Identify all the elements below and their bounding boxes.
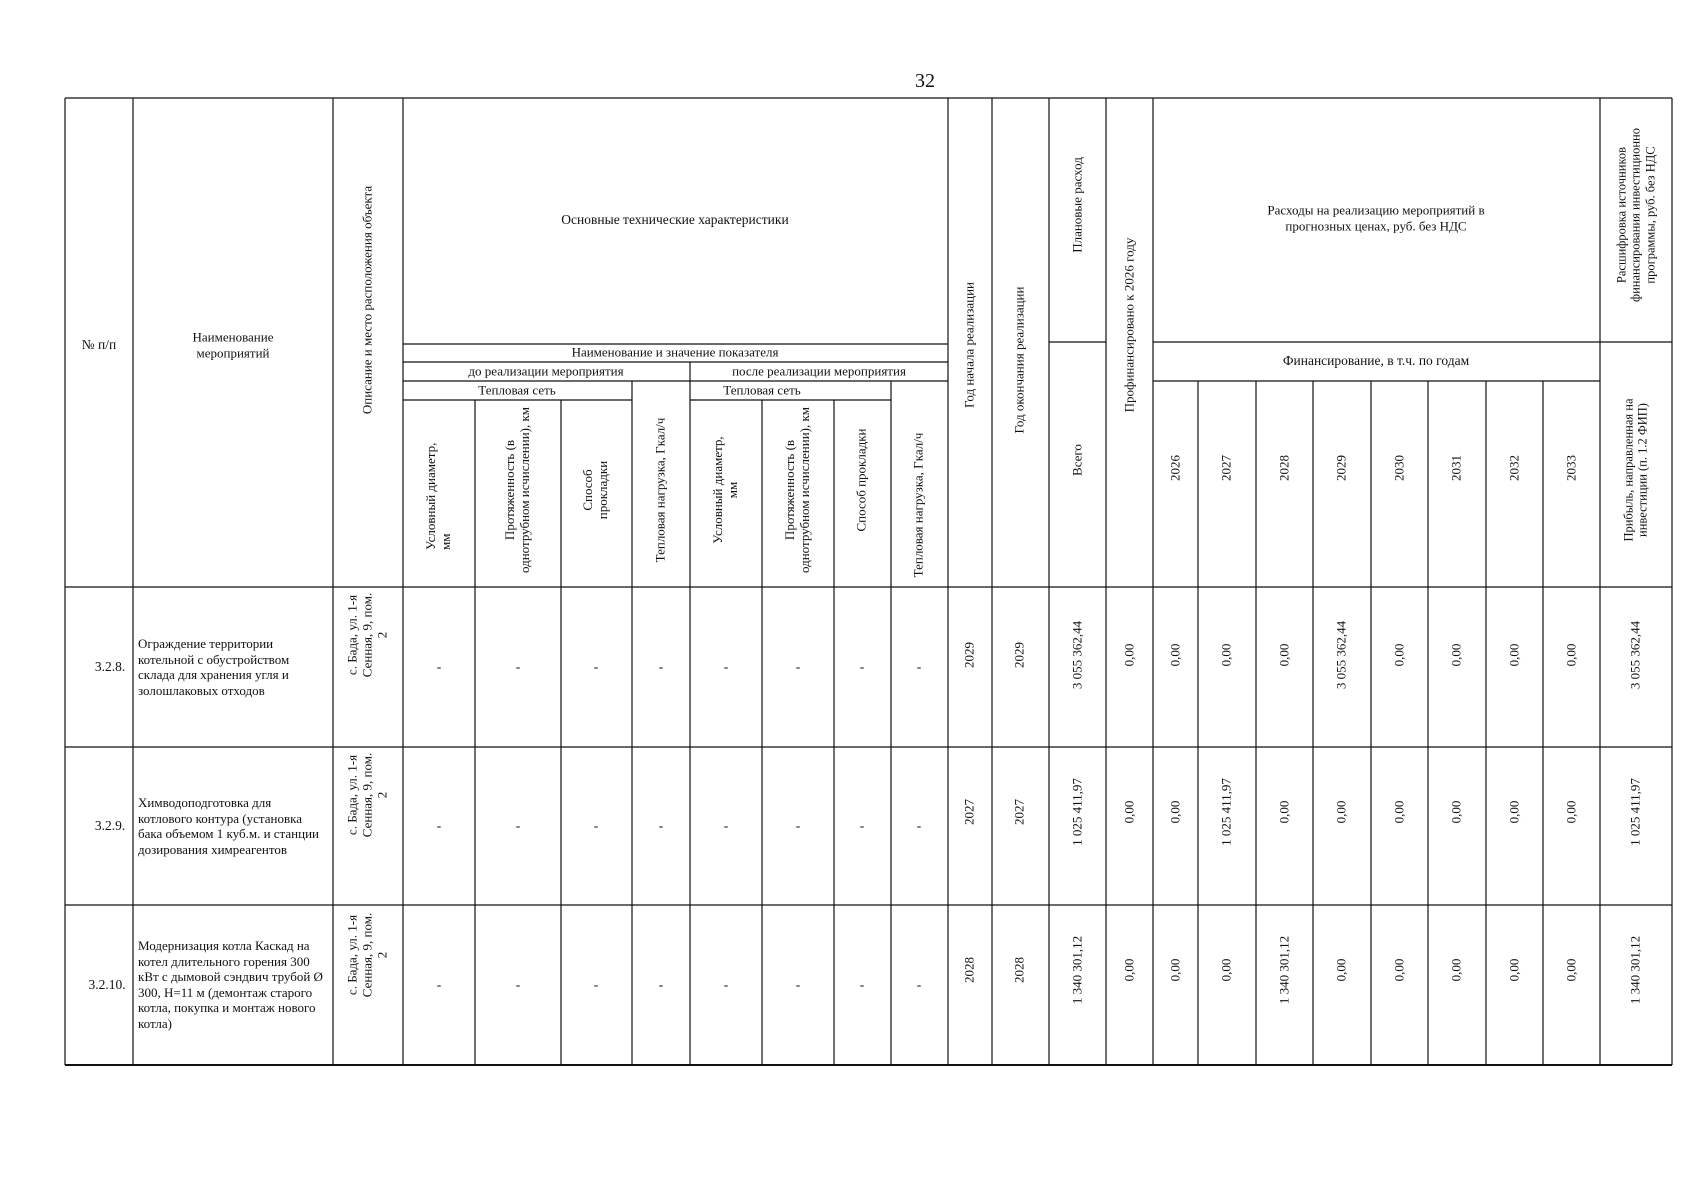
row-total: 1 340 301,12 bbox=[1069, 935, 1085, 1005]
row-year-value: 0,00 bbox=[1333, 958, 1349, 982]
header-indicator: Наименование и значение показателя bbox=[571, 344, 779, 360]
header-year-2030: 2030 bbox=[1391, 455, 1407, 481]
row-financed: 0,00 bbox=[1121, 958, 1137, 982]
row-location: с. Бада, ул. 1-я Сенная, 9, пом. 2 bbox=[344, 752, 390, 838]
header-financed-2026: Профинансировано к 2026 году bbox=[1121, 237, 1137, 413]
row-tech: - bbox=[593, 818, 599, 834]
row-year-end: 2029 bbox=[1011, 642, 1027, 668]
header-year-2033: 2033 bbox=[1563, 455, 1579, 481]
row-year-value: 0,00 bbox=[1167, 643, 1183, 667]
row-tech: - bbox=[593, 977, 599, 993]
header-description: Описание и место расположения объекта bbox=[359, 185, 375, 415]
row-year-value: 0,00 bbox=[1563, 643, 1579, 667]
header-load-after: Тепловая нагрузка, Гкал/ч bbox=[910, 432, 926, 578]
header-total: Всего bbox=[1069, 444, 1085, 476]
row-tech: - bbox=[859, 818, 865, 834]
row-num: 3.2.8. bbox=[94, 659, 126, 675]
row-tech: - bbox=[795, 818, 801, 834]
row-year-value: 0,00 bbox=[1506, 958, 1522, 982]
row-tech: - bbox=[795, 977, 801, 993]
row-tech: - bbox=[723, 659, 729, 675]
header-before: до реализации мероприятия bbox=[468, 363, 624, 379]
header-year-2028: 2028 bbox=[1276, 455, 1292, 481]
header-diam-before: Условный диаметр, мм bbox=[423, 442, 453, 550]
row-year-start: 2028 bbox=[961, 957, 977, 983]
header-name: Наименование мероприятий bbox=[192, 329, 274, 360]
row-year-start: 2027 bbox=[961, 799, 977, 825]
row-year-value: 0,00 bbox=[1218, 958, 1234, 982]
header-year-2027: 2027 bbox=[1218, 455, 1234, 481]
header-laying-after: Способ прокладки bbox=[853, 428, 869, 532]
row-year-value: 1 025 411,97 bbox=[1218, 778, 1234, 846]
row-location: с. Бада, ул. 1-я Сенная, 9, пом. 2 bbox=[344, 592, 390, 678]
row-tech: - bbox=[916, 818, 922, 834]
row-num: 3.2.9. bbox=[94, 818, 126, 834]
row-year-value: 0,00 bbox=[1448, 958, 1464, 982]
row-year-value: 3 055 362,44 bbox=[1333, 620, 1349, 690]
header-sources: Расшифровка источников финансирования инвестиционно программы, руб. без НДС bbox=[1614, 127, 1658, 303]
row-name: Химводоподготовка для котлового контура (установка бака объемом 1 куб.м. и станции дозирования химреагентов bbox=[138, 794, 319, 857]
row-year-value: 0,00 bbox=[1563, 958, 1579, 982]
row-year-value: 0,00 bbox=[1506, 643, 1522, 667]
header-heat-net-after: Тепловая сеть bbox=[723, 382, 801, 398]
row-tech: - bbox=[859, 659, 865, 675]
row-year-value: 0,00 bbox=[1448, 643, 1464, 667]
row-tech: - bbox=[795, 659, 801, 675]
header-tech: Основные технические характеристики bbox=[561, 212, 789, 228]
row-tech: - bbox=[916, 659, 922, 675]
header-financing-years: Финансирование, в т.ч. по годам bbox=[1282, 353, 1470, 369]
row-year-value: 0,00 bbox=[1333, 800, 1349, 824]
row-name: Ограждение территории котельной с обустройством склада для хранения угля и золошлаковых отходов bbox=[138, 635, 290, 698]
row-tech: - bbox=[515, 818, 521, 834]
row-year-value: 0,00 bbox=[1391, 958, 1407, 982]
page-number: 32 bbox=[915, 70, 935, 92]
row-num: 3.2.10. bbox=[88, 977, 126, 993]
header-length-after: Протяженность (в однотрубном исчислении), км bbox=[782, 406, 812, 574]
row-year-value: 0,00 bbox=[1506, 800, 1522, 824]
row-name: Модернизация котла Каскад на котел длительного горения 300 кВт с дымовой сэндвич трубой Ø 300, Н=11 м (демонтаж старого котла, покупка и монтаж нового котла) bbox=[138, 938, 323, 1032]
header-year-2031: 2031 bbox=[1448, 455, 1464, 481]
row-profit: 1 340 301,12 bbox=[1627, 935, 1643, 1005]
row-year-value: 0,00 bbox=[1276, 643, 1292, 667]
row-tech: - bbox=[658, 659, 664, 675]
row-year-value: 0,00 bbox=[1563, 800, 1579, 824]
header-after: после реализации мероприятия bbox=[732, 363, 906, 379]
row-year-value: 0,00 bbox=[1448, 800, 1464, 824]
header-year-2026: 2026 bbox=[1167, 455, 1183, 481]
row-year-value: 1 340 301,12 bbox=[1276, 935, 1292, 1005]
row-tech: - bbox=[436, 977, 442, 993]
header-expenses: Расходы на реализацию мероприятий в прогнозных ценах, руб. без НДС bbox=[1267, 202, 1485, 233]
header-load-before: Тепловая нагрузка, Гкал/ч bbox=[652, 417, 668, 563]
row-year-value: 0,00 bbox=[1391, 800, 1407, 824]
row-financed: 0,00 bbox=[1121, 643, 1137, 667]
row-year-value: 0,00 bbox=[1167, 958, 1183, 982]
row-year-value: 0,00 bbox=[1167, 800, 1183, 824]
row-tech: - bbox=[658, 977, 664, 993]
row-profit: 1 025 411,97 bbox=[1627, 778, 1643, 846]
header-year-start: Год начала реализации bbox=[961, 281, 977, 409]
row-total: 3 055 362,44 bbox=[1069, 620, 1085, 690]
row-location: с. Бада, ул. 1-я Сенная, 9, пом. 2 bbox=[344, 912, 390, 998]
header-diam-after: Условный диаметр, мм bbox=[710, 436, 740, 544]
row-profit: 3 055 362,44 bbox=[1627, 620, 1643, 690]
row-financed: 0,00 bbox=[1121, 800, 1137, 824]
header-planned: Плановые расход bbox=[1069, 157, 1085, 253]
row-year-value: 0,00 bbox=[1276, 800, 1292, 824]
row-year-end: 2028 bbox=[1011, 957, 1027, 983]
header-num: № п/п bbox=[81, 337, 117, 353]
header-year-2032: 2032 bbox=[1506, 455, 1522, 481]
row-tech: - bbox=[723, 977, 729, 993]
row-year-end: 2027 bbox=[1011, 799, 1027, 825]
row-year-value: 0,00 bbox=[1218, 643, 1234, 667]
row-total: 1 025 411,97 bbox=[1069, 778, 1085, 846]
header-year-2029: 2029 bbox=[1333, 455, 1349, 481]
header-profit: Прибыль, направленная на инвестиции (п. 1.2 ФИП) bbox=[1621, 398, 1650, 542]
row-tech: - bbox=[916, 977, 922, 993]
header-length-before: Протяженность (в однотрубном исчислении), км bbox=[502, 406, 532, 574]
header-laying-before: Способ прокладки bbox=[580, 460, 610, 520]
row-year-start: 2029 bbox=[961, 642, 977, 668]
row-tech: - bbox=[723, 818, 729, 834]
header-heat-net-before: Тепловая сеть bbox=[478, 382, 556, 398]
row-tech: - bbox=[593, 659, 599, 675]
row-tech: - bbox=[436, 659, 442, 675]
row-year-value: 0,00 bbox=[1391, 643, 1407, 667]
row-tech: - bbox=[436, 818, 442, 834]
row-tech: - bbox=[859, 977, 865, 993]
row-tech: - bbox=[515, 977, 521, 993]
row-tech: - bbox=[515, 659, 521, 675]
row-tech: - bbox=[658, 818, 664, 834]
header-year-end: Год окончания реализации bbox=[1011, 286, 1027, 434]
